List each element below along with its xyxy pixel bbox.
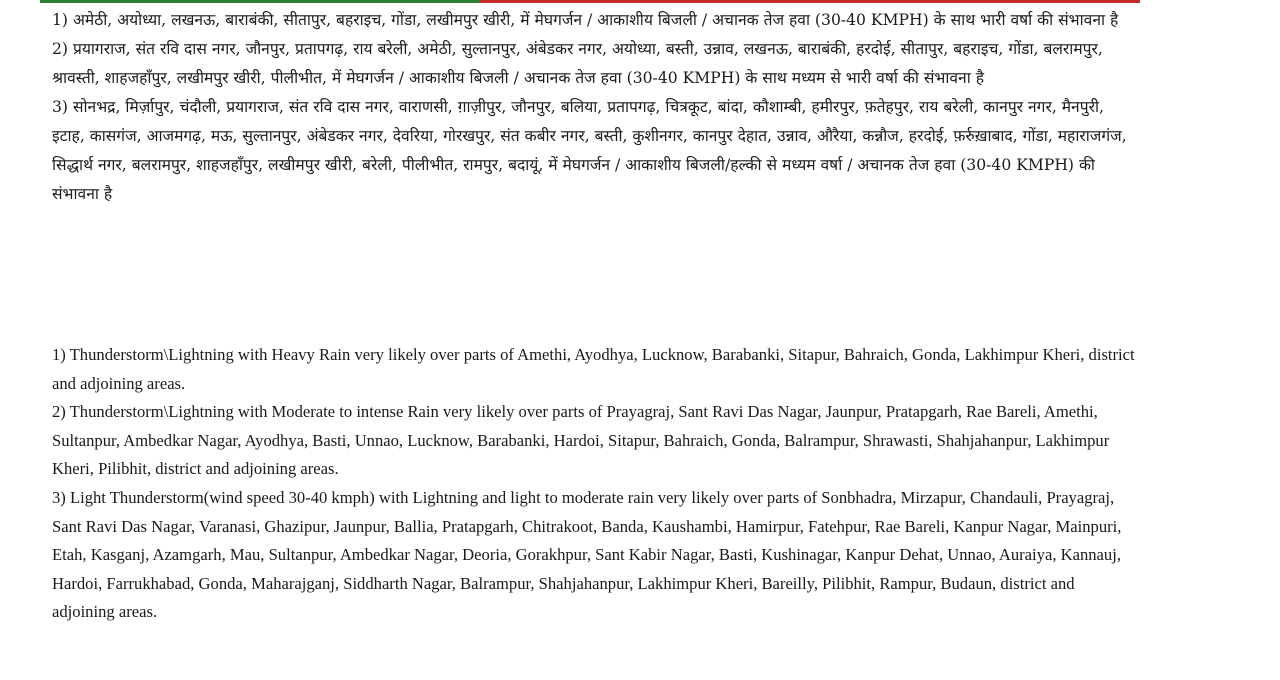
hindi-forecast-section <box>52 6 1132 209</box>
english-forecast-item-1: 1) Thunderstorm\Lightning with Heavy Rain very likely over parts of Amethi, Ayodhya, Lucknow, Barabanki, Sitapur, Bahraich, Gonda, Lakhimpur Kheri, district and adjoining areas. <box>52 345 1135 393</box>
header-color-rule <box>40 0 1140 3</box>
english-forecast-item-2: 2) Thunderstorm\Lightning with Moderate to intense Rain very likely over parts of Prayagraj, Sant Ravi Das Nagar, Jaunpur, Pratapgarh, Rae Bareli, Amethi, Sultanpur, Ambedkar Nagar, Ayodhya, Basti, Unnao, Lucknow, Barabanki, Hardoi, Sitapur, Bahraich, Gonda, Balrampur, Shrawasti, Shahjahanpur, Lakhimpur Kheri, Pilibhit, district and adjoining areas. <box>52 402 1110 479</box>
hindi-forecast-item-2: 2) प्रयागराज, संत रवि दास नगर, जौनपुर, प्रतापगढ़, राय बरेली, अमेठी, सुल्तानपुर, अंबेडकर नगर, अयोध्या, बस्ती, उन्नाव, लखनऊ, बाराबंकी, हरदोई, सीतापुर, बहराइच, गोंडा, बलरामपुर, श्रावस्ती, शाहजहाँपुर, लखीमपुर खीरी, पीलीभीत, में मेघगर्जन / आकाशीय बिजली / अचानक तेज हवा (30-40 KMPH) के साथ मध्यम से भारी वर्षा की संभावना है <box>52 40 1103 87</box>
hindi-forecast-item-1: 1) अमेठी, अयोध्या, लखनऊ, बाराबंकी, सीतापुर, बहराइच, गोंडा, लखीमपुर खीरी, में मेघगर्जन / आकाशीय बिजली / अचानक तेज हवा (30-40 KMPH) के साथ भारी वर्षा की संभावना है <box>52 11 1119 29</box>
english-forecast-section <box>52 341 1137 627</box>
hindi-forecast-item-3: 3) सोनभद्र, मिर्ज़ापुर, चंदौली, प्रयागराज, संत रवि दास नगर, वाराणसी, ग़ाज़ीपुर, जौनपुर, बलिया, प्रतापगढ़, चित्रकूट, बांदा, कौशाम्बी, हमीरपुर, फ़तेहपुर, राय बरेली, कानपुर नगर, मैनपुरी, इटाह, कासगंज, आजमगढ़, मऊ, सुल्तानपुर, अंबेडकर नगर, देवरिया, गोरखपुर, संत कबीर नगर, बस्ती, कुशीनगर, कानपुर देहात, उन्नाव, औरैया, कन्नौज, हरदोई, फ़र्रुख़ाबाद, गोंडा, महाराजगंज, सिद्धार्थ नगर, बलरामपुर, शाहजहाँपुर, लखीमपुर खीरी, बरेली, पीलीभीत, रामपुर, बदायूं, में मेघगर्जन / आकाशीय बिजली/हल्की से मध्यम वर्षा / अचानक तेज हवा (30-40 KMPH) की संभावना है <box>52 98 1127 203</box>
english-forecast-item-3: 3) Light Thunderstorm(wind speed 30-40 kmph) with Lightning and light to moderate rain very likely over parts of Sonbhadra, Mirzapur, Chandauli, Prayagraj, Sant Ravi Das Nagar, Varanasi, Ghazipur, Jaunpur, Ballia, Pratapgarh, Chitrakoot, Banda, Kaushambi, Hamirpur, Fatehpur, Rae Bareli, Kanpur Nagar, Mainpuri, Etah, Kasganj, Azamgarh, Mau, Sultanpur, Ambedkar Nagar, Deoria, Gorakhpur, Sant Kabir Nagar, Basti, Kushinagar, Kanpur Dehat, Unnao, Auraiya, Kannauj, Hardoi, Farrukhabad, Gonda, Maharajganj, Siddharth Nagar, Balrampur, Shahjahanpur, Lakhimpur Kheri, Bareilly, Pilibhit, Rampur, Budaun, district and adjoining areas. <box>52 487 1122 622</box>
